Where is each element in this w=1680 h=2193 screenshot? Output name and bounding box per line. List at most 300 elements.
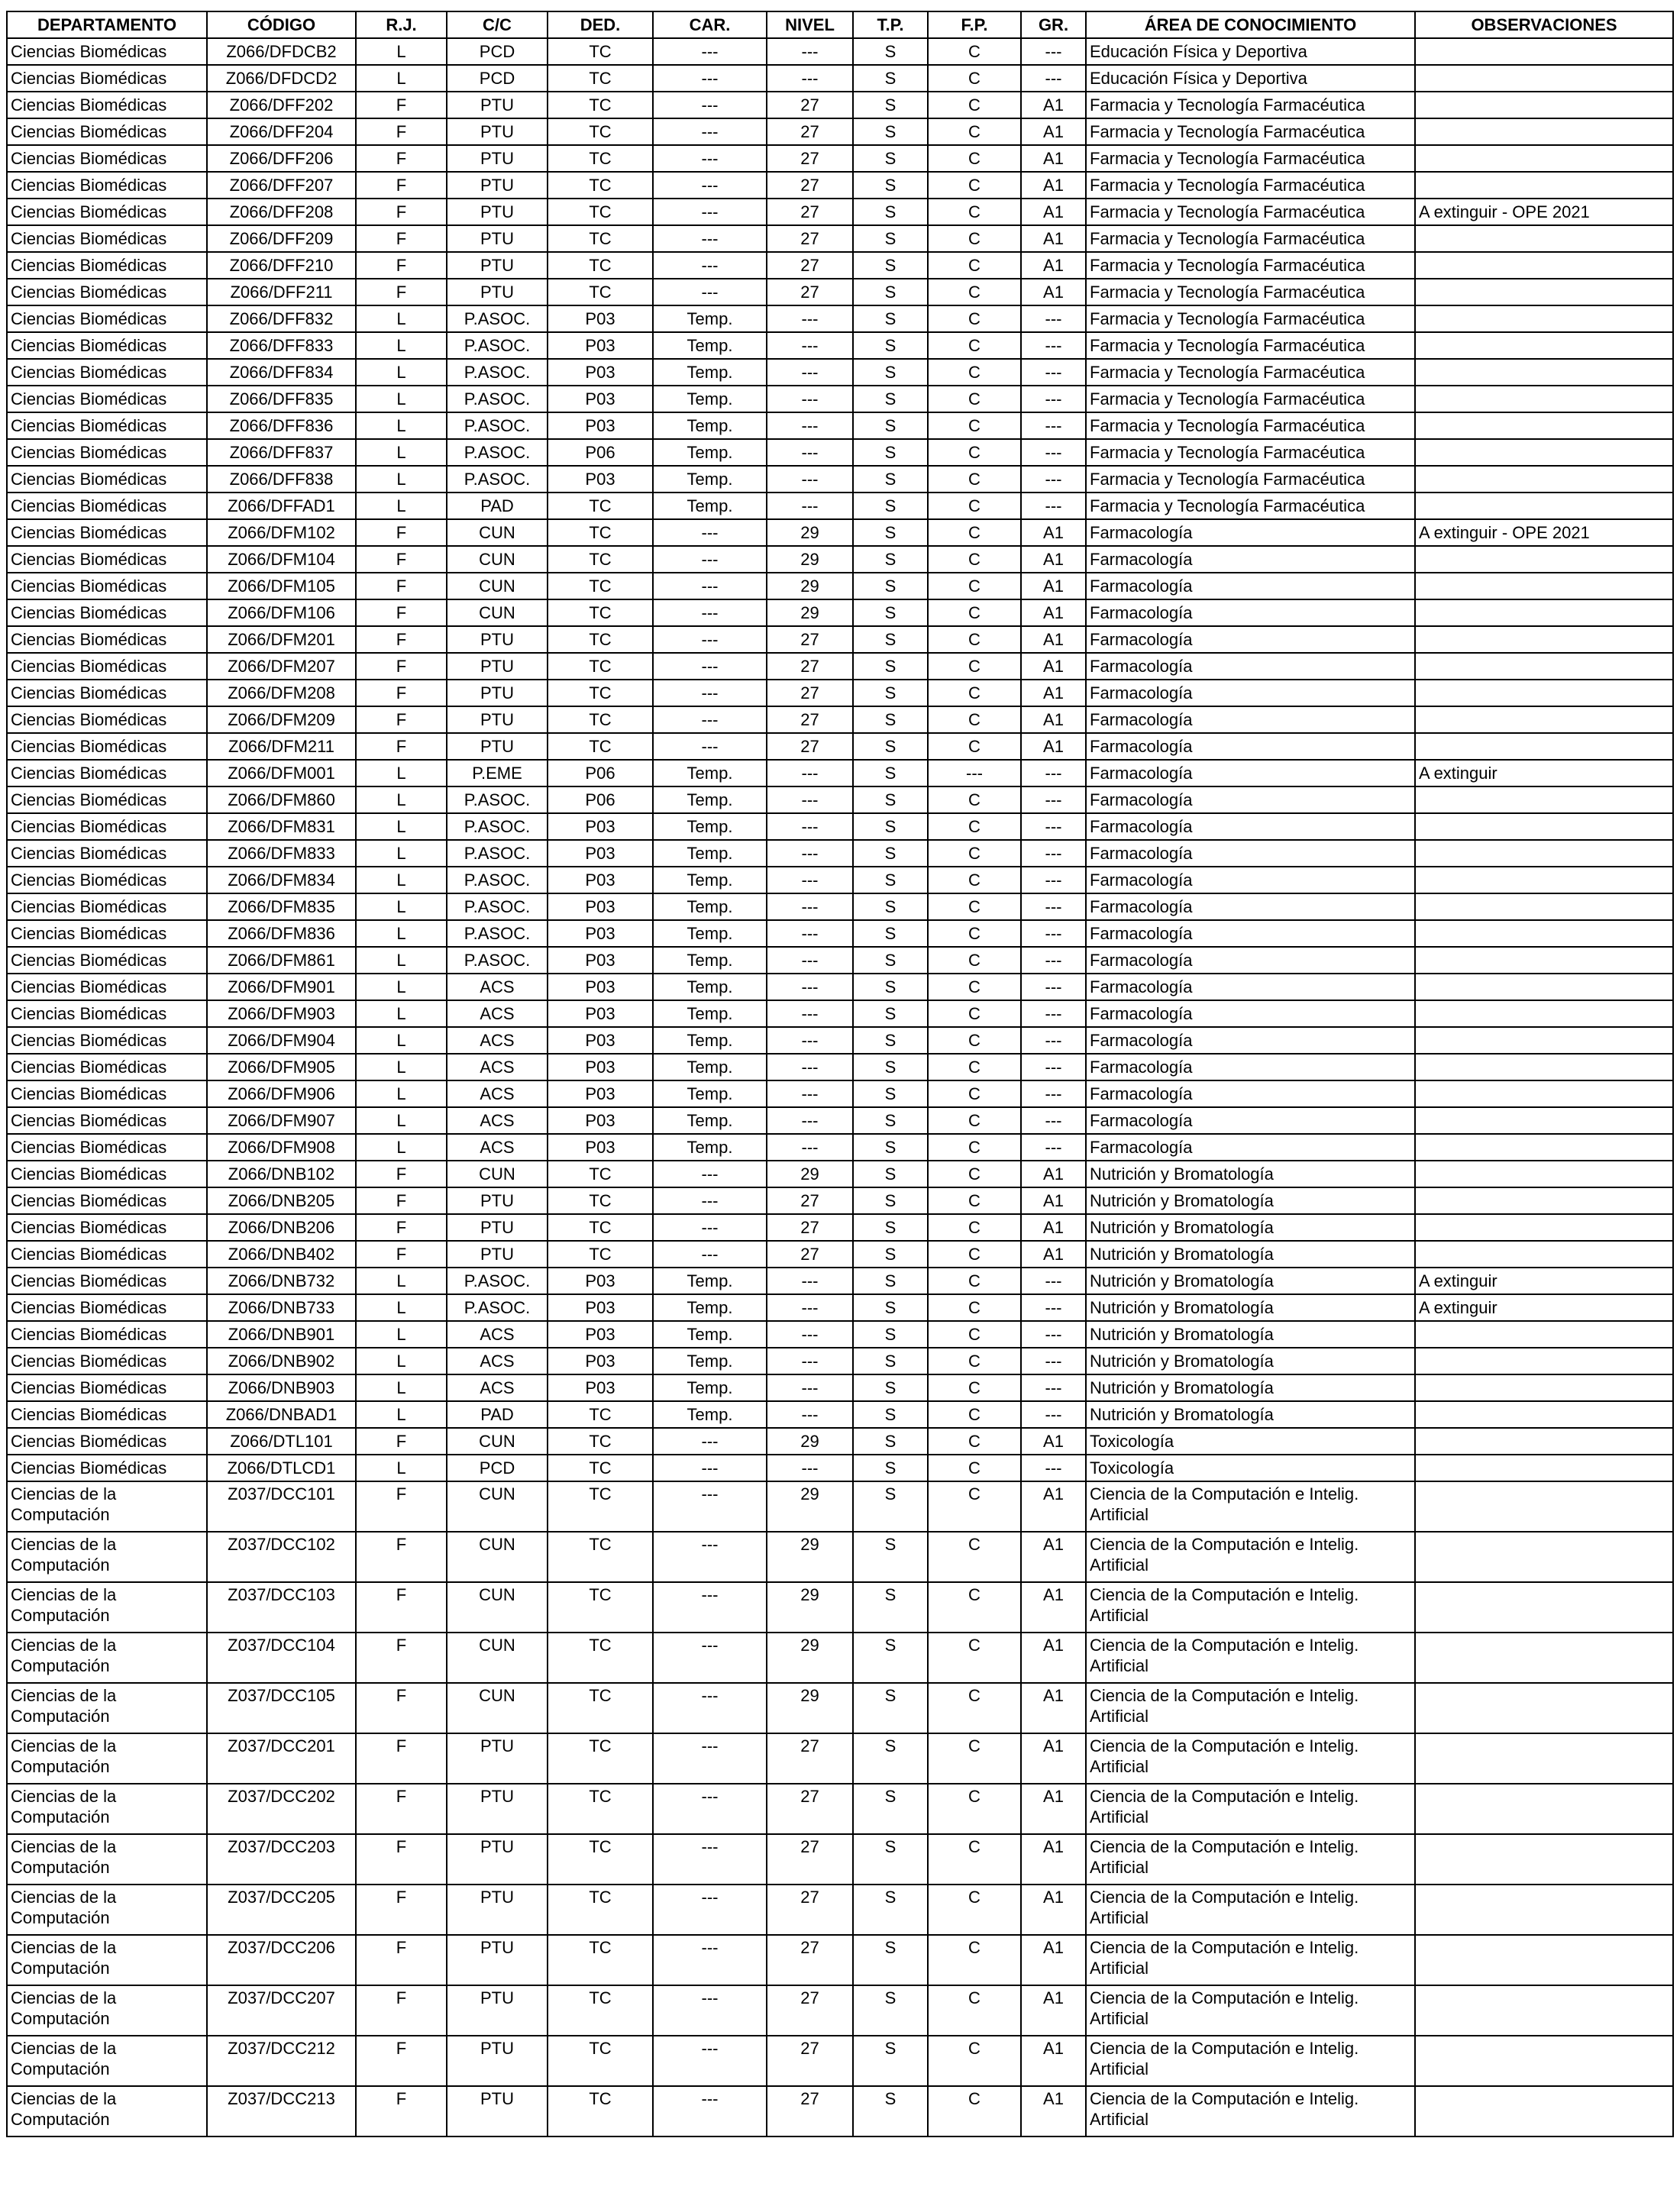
- cell-ded: TC: [548, 573, 653, 599]
- cell-car: ---: [653, 118, 767, 145]
- cell-rj: F: [356, 1985, 447, 2036]
- table-row: [7, 1428, 1673, 1455]
- table-row: [7, 599, 1673, 626]
- table-row: [7, 332, 1673, 359]
- cell-nivel: ---: [767, 1134, 853, 1161]
- cell-departamento: Ciencias de la Computación: [7, 1683, 207, 1733]
- cell-ded: P03: [548, 1374, 653, 1401]
- cell-area: Farmacología: [1086, 920, 1415, 947]
- cell-departamento: Ciencias de la Computación: [7, 1935, 207, 1985]
- cell-codigo: Z066/DNB732: [207, 1268, 356, 1294]
- cell-codigo: Z037/DCC201: [207, 1733, 356, 1784]
- cell-tp: S: [853, 199, 928, 225]
- cell-departamento: Ciencias de la Computación: [7, 1532, 207, 1582]
- cell-car: ---: [653, 1241, 767, 1268]
- cell-fp: C: [928, 252, 1021, 279]
- cell-cc: PTU: [447, 172, 548, 199]
- cell-ded: P03: [548, 359, 653, 386]
- cell-gr: A1: [1021, 92, 1086, 118]
- cell-area: Ciencia de la Computación e Intelig. Artificial: [1086, 1683, 1415, 1733]
- cell-car: Temp.: [653, 493, 767, 519]
- cell-tp: S: [853, 1161, 928, 1187]
- table-row: [7, 947, 1673, 974]
- cell-ded: TC: [548, 1187, 653, 1214]
- table-row: [7, 1161, 1673, 1187]
- table-row: [7, 1241, 1673, 1268]
- cell-observaciones: [1415, 920, 1673, 947]
- cell-fp: C: [928, 172, 1021, 199]
- cell-car: Temp.: [653, 1134, 767, 1161]
- cell-fp: C: [928, 1161, 1021, 1187]
- cell-nivel: 27: [767, 279, 853, 305]
- col-rj: R.J.: [356, 11, 447, 38]
- table-row: [7, 519, 1673, 546]
- cell-ded: P03: [548, 1000, 653, 1027]
- cell-nivel: 27: [767, 1733, 853, 1784]
- cell-rj: L: [356, 1054, 447, 1080]
- cell-tp: S: [853, 1027, 928, 1054]
- cell-ded: TC: [548, 1401, 653, 1428]
- cell-departamento: Ciencias Biomédicas: [7, 573, 207, 599]
- cell-gr: ---: [1021, 439, 1086, 466]
- cell-car: ---: [653, 519, 767, 546]
- cell-cc: P.ASOC.: [447, 786, 548, 813]
- cell-nivel: ---: [767, 1054, 853, 1080]
- table-row: [7, 626, 1673, 653]
- cell-car: ---: [653, 1161, 767, 1187]
- cell-observaciones: [1415, 386, 1673, 412]
- cell-area: Farmacia y Tecnología Farmacéutica: [1086, 439, 1415, 466]
- cell-tp: S: [853, 680, 928, 706]
- table-row: [7, 1268, 1673, 1294]
- cell-rj: L: [356, 1000, 447, 1027]
- cell-area: Farmacología: [1086, 653, 1415, 680]
- cell-observaciones: [1415, 65, 1673, 92]
- cell-codigo: Z037/DCC212: [207, 2036, 356, 2086]
- cell-area: Ciencia de la Computación e Intelig. Artificial: [1086, 2086, 1415, 2136]
- cell-codigo: Z066/DNB402: [207, 1241, 356, 1268]
- cell-car: Temp.: [653, 786, 767, 813]
- table-row: [7, 279, 1673, 305]
- table-row: [7, 1321, 1673, 1348]
- cell-car: ---: [653, 2086, 767, 2136]
- cell-ded: P03: [548, 813, 653, 840]
- cell-observaciones: [1415, 573, 1673, 599]
- cell-departamento: Ciencias Biomédicas: [7, 1107, 207, 1134]
- cell-ded: TC: [548, 1633, 653, 1683]
- cell-codigo: Z066/DFM834: [207, 867, 356, 893]
- cell-car: Temp.: [653, 332, 767, 359]
- cell-departamento: Ciencias Biomédicas: [7, 974, 207, 1000]
- cell-codigo: Z066/DFF838: [207, 466, 356, 493]
- cell-nivel: 29: [767, 599, 853, 626]
- cell-area: Nutrición y Bromatología: [1086, 1374, 1415, 1401]
- cell-rj: F: [356, 252, 447, 279]
- cell-tp: S: [853, 386, 928, 412]
- cell-ded: P03: [548, 1294, 653, 1321]
- table-row: [7, 1784, 1673, 1834]
- cell-rj: F: [356, 118, 447, 145]
- cell-car: ---: [653, 653, 767, 680]
- cell-car: ---: [653, 65, 767, 92]
- cell-observaciones: [1415, 1027, 1673, 1054]
- cell-departamento: Ciencias de la Computación: [7, 1633, 207, 1683]
- cell-area: Ciencia de la Computación e Intelig. Artificial: [1086, 1885, 1415, 1935]
- cell-area: Toxicología: [1086, 1455, 1415, 1481]
- cell-departamento: Ciencias Biomédicas: [7, 279, 207, 305]
- cell-observaciones: [1415, 893, 1673, 920]
- table-row: [7, 1080, 1673, 1107]
- cell-observaciones: [1415, 1134, 1673, 1161]
- table-row: [7, 493, 1673, 519]
- cell-gr: ---: [1021, 1348, 1086, 1374]
- cell-tp: S: [853, 760, 928, 786]
- cell-tp: S: [853, 1214, 928, 1241]
- cell-departamento: Ciencias Biomédicas: [7, 65, 207, 92]
- cell-car: ---: [653, 1733, 767, 1784]
- cell-car: ---: [653, 1683, 767, 1733]
- cell-rj: F: [356, 706, 447, 733]
- cell-tp: S: [853, 546, 928, 573]
- cell-car: Temp.: [653, 840, 767, 867]
- cell-area: Ciencia de la Computación e Intelig. Artificial: [1086, 1633, 1415, 1683]
- cell-rj: L: [356, 439, 447, 466]
- cell-car: ---: [653, 1582, 767, 1633]
- cell-ded: P03: [548, 1080, 653, 1107]
- cell-ded: P06: [548, 439, 653, 466]
- cell-car: ---: [653, 1455, 767, 1481]
- cell-cc: PTU: [447, 118, 548, 145]
- cell-area: Farmacia y Tecnología Farmacéutica: [1086, 412, 1415, 439]
- cell-codigo: Z066/DFF834: [207, 359, 356, 386]
- cell-tp: S: [853, 1834, 928, 1885]
- cell-rj: F: [356, 1481, 447, 1532]
- cell-fp: C: [928, 1455, 1021, 1481]
- cell-fp: C: [928, 1348, 1021, 1374]
- cell-cc: CUN: [447, 1633, 548, 1683]
- cell-fp: C: [928, 1321, 1021, 1348]
- cell-rj: F: [356, 1683, 447, 1733]
- cell-codigo: Z066/DFF207: [207, 172, 356, 199]
- col-departamento: DEPARTAMENTO: [7, 11, 207, 38]
- cell-codigo: Z066/DTL101: [207, 1428, 356, 1455]
- header-row: [7, 11, 1673, 38]
- cell-observaciones: [1415, 599, 1673, 626]
- cell-gr: ---: [1021, 893, 1086, 920]
- cell-nivel: ---: [767, 840, 853, 867]
- cell-gr: A1: [1021, 546, 1086, 573]
- cell-cc: ACS: [447, 1027, 548, 1054]
- cell-codigo: Z066/DFM104: [207, 546, 356, 573]
- table-row: [7, 145, 1673, 172]
- cell-observaciones: A extinguir - OPE 2021: [1415, 199, 1673, 225]
- cell-area: Farmacología: [1086, 1027, 1415, 1054]
- cell-fp: C: [928, 412, 1021, 439]
- cell-tp: S: [853, 519, 928, 546]
- cell-fp: C: [928, 279, 1021, 305]
- cell-ded: TC: [548, 733, 653, 760]
- cell-gr: A1: [1021, 733, 1086, 760]
- cell-fp: C: [928, 599, 1021, 626]
- cell-rj: L: [356, 1455, 447, 1481]
- cell-tp: S: [853, 172, 928, 199]
- cell-ded: TC: [548, 2086, 653, 2136]
- cell-ded: TC: [548, 65, 653, 92]
- cell-fp: C: [928, 1633, 1021, 1683]
- cell-observaciones: [1415, 680, 1673, 706]
- cell-area: Farmacología: [1086, 947, 1415, 974]
- table-row: [7, 1733, 1673, 1784]
- cell-tp: S: [853, 359, 928, 386]
- cell-rj: L: [356, 813, 447, 840]
- cell-observaciones: [1415, 145, 1673, 172]
- cell-nivel: ---: [767, 1374, 853, 1401]
- cell-cc: PTU: [447, 1834, 548, 1885]
- cell-observaciones: [1415, 412, 1673, 439]
- cell-cc: PTU: [447, 733, 548, 760]
- cell-nivel: 27: [767, 1834, 853, 1885]
- cell-rj: F: [356, 2036, 447, 2086]
- cell-observaciones: [1415, 92, 1673, 118]
- cell-nivel: 27: [767, 118, 853, 145]
- cell-rj: F: [356, 1214, 447, 1241]
- cell-cc: P.ASOC.: [447, 305, 548, 332]
- cell-gr: ---: [1021, 493, 1086, 519]
- table-row: [7, 974, 1673, 1000]
- cell-ded: TC: [548, 1834, 653, 1885]
- col-car: CAR.: [653, 11, 767, 38]
- cell-tp: S: [853, 1268, 928, 1294]
- cell-ded: TC: [548, 1784, 653, 1834]
- cell-nivel: ---: [767, 305, 853, 332]
- cell-nivel: 27: [767, 225, 853, 252]
- table-row: [7, 760, 1673, 786]
- cell-rj: F: [356, 1633, 447, 1683]
- cell-area: Farmacología: [1086, 706, 1415, 733]
- cell-ded: TC: [548, 1241, 653, 1268]
- cell-area: Farmacología: [1086, 840, 1415, 867]
- cell-area: Ciencia de la Computación e Intelig. Artificial: [1086, 1733, 1415, 1784]
- cell-codigo: Z066/DNB901: [207, 1321, 356, 1348]
- cell-rj: L: [356, 386, 447, 412]
- table-row: [7, 1633, 1673, 1683]
- cell-rj: L: [356, 412, 447, 439]
- cell-codigo: Z066/DFM102: [207, 519, 356, 546]
- cell-nivel: 27: [767, 92, 853, 118]
- cell-observaciones: [1415, 466, 1673, 493]
- cell-car: ---: [653, 38, 767, 65]
- cell-nivel: 29: [767, 1633, 853, 1683]
- cell-rj: L: [356, 974, 447, 1000]
- col-gr: GR.: [1021, 11, 1086, 38]
- cell-departamento: Ciencias Biomédicas: [7, 920, 207, 947]
- cell-rj: L: [356, 920, 447, 947]
- cell-codigo: Z037/DCC101: [207, 1481, 356, 1532]
- cell-area: Nutrición y Bromatología: [1086, 1321, 1415, 1348]
- cell-observaciones: [1415, 2086, 1673, 2136]
- cell-departamento: Ciencias Biomédicas: [7, 1428, 207, 1455]
- cell-rj: F: [356, 733, 447, 760]
- cell-codigo: Z066/DFM903: [207, 1000, 356, 1027]
- cell-observaciones: [1415, 118, 1673, 145]
- cell-tp: S: [853, 1683, 928, 1733]
- cell-fp: C: [928, 947, 1021, 974]
- cell-tp: S: [853, 2036, 928, 2086]
- cell-area: Nutrición y Bromatología: [1086, 1187, 1415, 1214]
- cell-cc: ACS: [447, 1134, 548, 1161]
- cell-cc: P.ASOC.: [447, 813, 548, 840]
- cell-rj: L: [356, 1080, 447, 1107]
- cell-codigo: Z066/DNB102: [207, 1161, 356, 1187]
- cell-tp: S: [853, 412, 928, 439]
- cell-nivel: 29: [767, 1161, 853, 1187]
- cell-cc: PCD: [447, 1455, 548, 1481]
- table-row: [7, 38, 1673, 65]
- table-row: [7, 2036, 1673, 2086]
- cell-rj: F: [356, 92, 447, 118]
- cell-rj: F: [356, 1582, 447, 1633]
- cell-cc: P.ASOC.: [447, 386, 548, 412]
- cell-codigo: Z066/DFF833: [207, 332, 356, 359]
- cell-gr: ---: [1021, 1455, 1086, 1481]
- cell-nivel: ---: [767, 1321, 853, 1348]
- cell-gr: A1: [1021, 1885, 1086, 1935]
- cell-fp: C: [928, 332, 1021, 359]
- col-codigo: CÓDIGO: [207, 11, 356, 38]
- cell-cc: PTU: [447, 680, 548, 706]
- cell-ded: P03: [548, 1348, 653, 1374]
- col-ded: DED.: [548, 11, 653, 38]
- cell-nivel: ---: [767, 1268, 853, 1294]
- cell-gr: A1: [1021, 626, 1086, 653]
- cell-area: Farmacología: [1086, 1054, 1415, 1080]
- cell-car: Temp.: [653, 386, 767, 412]
- cell-codigo: Z066/DFF211: [207, 279, 356, 305]
- cell-observaciones: [1415, 1161, 1673, 1187]
- cell-departamento: Ciencias Biomédicas: [7, 760, 207, 786]
- cell-gr: A1: [1021, 1532, 1086, 1582]
- cell-fp: C: [928, 573, 1021, 599]
- cell-rj: F: [356, 1532, 447, 1582]
- cell-tp: S: [853, 1134, 928, 1161]
- cell-area: Farmacia y Tecnología Farmacéutica: [1086, 359, 1415, 386]
- table-row: [7, 546, 1673, 573]
- cell-gr: A1: [1021, 706, 1086, 733]
- cell-fp: C: [928, 1985, 1021, 2036]
- cell-tp: S: [853, 1054, 928, 1080]
- cell-codigo: Z066/DFF204: [207, 118, 356, 145]
- cell-ded: P03: [548, 893, 653, 920]
- cell-departamento: Ciencias de la Computación: [7, 1834, 207, 1885]
- cell-car: ---: [653, 252, 767, 279]
- cell-nivel: ---: [767, 1294, 853, 1321]
- cell-departamento: Ciencias Biomédicas: [7, 1401, 207, 1428]
- cell-ded: P03: [548, 1107, 653, 1134]
- cell-ded: TC: [548, 1885, 653, 1935]
- cell-fp: C: [928, 2086, 1021, 2136]
- cell-departamento: Ciencias de la Computación: [7, 1885, 207, 1935]
- cell-nivel: 29: [767, 519, 853, 546]
- cell-codigo: Z066/DNBAD1: [207, 1401, 356, 1428]
- cell-nivel: ---: [767, 1027, 853, 1054]
- cell-fp: C: [928, 813, 1021, 840]
- cell-codigo: Z066/DFM907: [207, 1107, 356, 1134]
- cell-codigo: Z066/DNB733: [207, 1294, 356, 1321]
- cell-ded: TC: [548, 706, 653, 733]
- cell-cc: P.ASOC.: [447, 893, 548, 920]
- cell-codigo: Z066/DFM836: [207, 920, 356, 947]
- cell-observaciones: [1415, 1532, 1673, 1582]
- cell-rj: F: [356, 519, 447, 546]
- cell-departamento: Ciencias Biomédicas: [7, 840, 207, 867]
- cell-cc: PTU: [447, 199, 548, 225]
- cell-gr: A1: [1021, 172, 1086, 199]
- cell-nivel: 27: [767, 1214, 853, 1241]
- cell-codigo: Z066/DFM833: [207, 840, 356, 867]
- table-row: [7, 680, 1673, 706]
- cell-rj: L: [356, 760, 447, 786]
- cell-rj: F: [356, 680, 447, 706]
- cell-cc: PTU: [447, 1985, 548, 2036]
- cell-codigo: Z066/DNB206: [207, 1214, 356, 1241]
- cell-car: ---: [653, 1985, 767, 2036]
- cell-tp: S: [853, 279, 928, 305]
- cell-observaciones: [1415, 706, 1673, 733]
- cell-area: Farmacología: [1086, 573, 1415, 599]
- cell-gr: ---: [1021, 1294, 1086, 1321]
- cell-nivel: 29: [767, 573, 853, 599]
- cell-departamento: Ciencias Biomédicas: [7, 172, 207, 199]
- cell-car: ---: [653, 2036, 767, 2086]
- cell-codigo: Z037/DCC102: [207, 1532, 356, 1582]
- cell-car: ---: [653, 1428, 767, 1455]
- cell-car: Temp.: [653, 1294, 767, 1321]
- cell-fp: C: [928, 1080, 1021, 1107]
- cell-ded: TC: [548, 519, 653, 546]
- cell-nivel: ---: [767, 786, 853, 813]
- cell-car: ---: [653, 546, 767, 573]
- cell-nivel: 27: [767, 172, 853, 199]
- table-row: [7, 1935, 1673, 1985]
- cell-gr: A1: [1021, 199, 1086, 225]
- cell-ded: TC: [548, 599, 653, 626]
- cell-area: Farmacología: [1086, 546, 1415, 573]
- cell-departamento: Ciencias de la Computación: [7, 1481, 207, 1532]
- cell-gr: A1: [1021, 2086, 1086, 2136]
- cell-tp: S: [853, 813, 928, 840]
- cell-observaciones: [1415, 1733, 1673, 1784]
- cell-nivel: 27: [767, 706, 853, 733]
- cell-ded: P06: [548, 786, 653, 813]
- cell-codigo: Z066/DFM860: [207, 786, 356, 813]
- col-cc: C/C: [447, 11, 548, 38]
- cell-codigo: Z066/DFM106: [207, 599, 356, 626]
- cell-rj: L: [356, 332, 447, 359]
- cell-observaciones: [1415, 626, 1673, 653]
- table-row: [7, 786, 1673, 813]
- cell-rj: L: [356, 1268, 447, 1294]
- cell-tp: S: [853, 1481, 928, 1532]
- cell-car: Temp.: [653, 1080, 767, 1107]
- cell-departamento: Ciencias Biomédicas: [7, 1134, 207, 1161]
- cell-codigo: Z066/DFM208: [207, 680, 356, 706]
- cell-fp: C: [928, 1428, 1021, 1455]
- cell-nivel: ---: [767, 974, 853, 1000]
- table-body: [7, 38, 1673, 2136]
- cell-observaciones: [1415, 1241, 1673, 1268]
- table-row: [7, 1582, 1673, 1633]
- cell-observaciones: [1415, 1000, 1673, 1027]
